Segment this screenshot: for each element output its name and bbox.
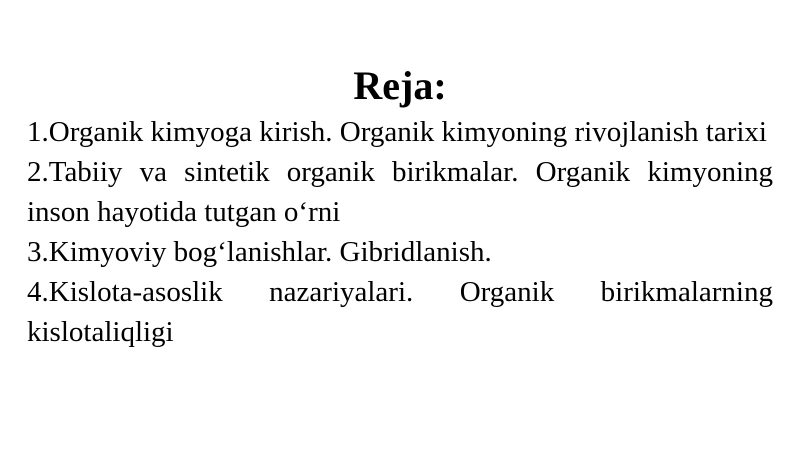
plan-item-1: 1.Organik kimyoga kirish. Organik kimyoning rivojlanish tarixi — [27, 116, 767, 148]
plan-item-2: 2.Tabiiy va sintetik organik birikmalar. Organik kimyoning inson hayotida tutgan o‘rni — [27, 156, 773, 228]
slide-title: Reja: — [353, 63, 447, 108]
plan-item-3: 3.Kimyoviy bog‘lanishlar. Gibridlanish. — [27, 236, 492, 268]
plan-list — [27, 112, 773, 352]
plan-item-4: 4.Kislota-asoslik nazariyalari. Organik birikmalarning kislotaliqligi — [27, 276, 773, 348]
